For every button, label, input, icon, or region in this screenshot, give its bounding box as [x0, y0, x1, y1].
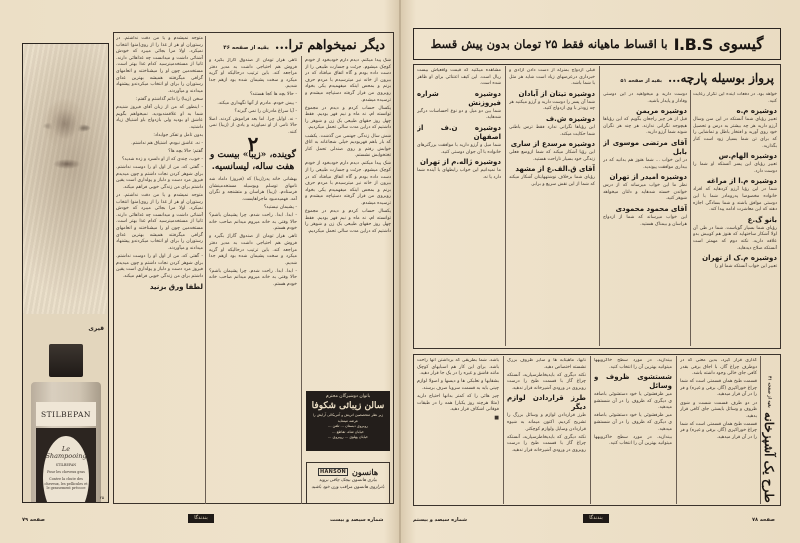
paragraph: میز ظرفشوئی یا خود دستشوئی باضافه ی دیگری که ظروف را در آن شستشو میدهید.	[594, 413, 672, 432]
kitchen-col-1	[680, 358, 757, 504]
hanson-brand-row	[307, 467, 389, 477]
paragraph: بدون تامل و تفکر جوابداد:	[153, 132, 203, 138]
paragraph: شک پیدا میکنم. دیدم دارم خودبخود از خودم کوچک میشوم. جرئت و جسارت طبیعی را از دست داده بودم و گاه اتفاق میافتاد که در بیرون از خانه نیز میترسیدم با مردم حرف بزنم و بمحض اینکه میفهمیدم یکی بخواد روبروی من قرار گرفته دستپاچه میشدم و ترسیده میشدم.	[305, 161, 391, 206]
continued-from: بقیه از صفحه ۵۱	[620, 78, 662, 84]
article-title-block	[223, 38, 385, 53]
hanson-brand-farsi: هانسون	[352, 467, 379, 477]
continued-from: بقیه از صفحه ۴۶	[223, 45, 269, 51]
shampoo-bottle-image	[31, 344, 101, 503]
banner-text-right: گیسوی	[718, 35, 764, 53]
salon-line5: خیابان پهلوی ... روبروی ...	[327, 435, 369, 439]
left-issue-label: شماره سیصد و بیست	[330, 517, 384, 523]
paragraph: تعبیر این خواب آنستکه شما او را	[714, 264, 777, 270]
column-rule	[503, 356, 504, 504]
paragraph: گذاری قرار گیرد، بدین معنی که در دوطرف چراغ گاز، با اجاق برقی بقدر کافی جای خالی وجود داشته باشد.	[680, 358, 757, 377]
paragraph: شما میل و آرزو دارید با موافقت بزرگترهای خانواده با آن جوان دوستی کنید.	[417, 142, 501, 155]
paragraph: - ابدا. ابدا. راحت شدم. چرا پشیمان باشم؟ حالا وقتی به خانه میروم میدانم صاحب خانه خودم هستم.	[209, 213, 297, 232]
kitchen-col-3	[507, 358, 586, 504]
kitchen-title: طرح یک آشپزخانه	[762, 412, 776, 503]
continue-label: لطفا ورق بزنید	[149, 283, 203, 292]
paragraph: قسمت طبخ همان قسمتی است که شما چراغ خوراکپزی (گاز، برقی و غیره) و فر را در آن قرار میدهید.	[680, 421, 757, 441]
bottle-oval-label	[43, 436, 89, 503]
ad-code: ۲۵	[99, 495, 104, 500]
paragraph: این خواب میرساند که شما از ازدواج هراسان و بیمناک هستید.	[603, 214, 687, 227]
paragraph: یکسال حساب کردم و دیدم در مجموع توانسته ام، نه ماه و نیم قهر بودیم. فقط چهل روز حقهای طبیعی یک زن و شوهر را داشتیم که دراین مدت سالی تحمل میکردیم.	[305, 209, 391, 234]
dream-subhead: دوشیزه ژاله.م از تهران	[420, 158, 501, 167]
ibs-logo: I.B.S	[673, 34, 713, 54]
dream-subhead: آقای مرتضی موسوی از بابل	[603, 138, 687, 156]
paragraph: متوجه نمیشدم و یا من دقت نداشتم. در رستوران او هر از غذا را از روی(منو) انتخاب نمیکرد. اولا مرا بجائی میبرد که خودش آشنائی داشت و میدانست چه غذاهائی دارند. ثانیا از مستخدمینرسید کدام غذا بهتر است. مستخدمین چون او را میشناختند و انعامهای گزافی میگرفتند همیشه بهترین غذای رستوران را برای او انتخاب میکردندو پیشنهاد میدادند و میآوردند.	[116, 193, 203, 251]
paragraph: در دو طرف قسمت شست و شوی ظروف و وسائل بایستی جای کافی قرار بدهید.	[680, 400, 757, 419]
paragraph: خواهد بود. در دفعات آینده این تکرار رعایت کنید.	[693, 92, 777, 104]
dream-subhead: دوشیزه تیتان از آبادان	[518, 89, 595, 98]
right-issue-label: شماره سیصد و بیستم	[413, 517, 468, 523]
dream-col-4	[417, 68, 501, 346]
paragraph: رؤیای شما برخلاف نوشتههایتان آشکار میکند که شما از این نقش سریع و برابر.	[509, 175, 595, 187]
article-left-col-2	[209, 58, 297, 504]
dream-subhead: آقای ق.الف.ع از مشهد	[515, 165, 595, 174]
column-rule	[505, 66, 506, 346]
paragraph: میز ظرفشوئی یا خود دستشوئی باضافه ی دیگری که ظروف را در آن شستشو میدهید.	[594, 392, 672, 411]
hanson-brand-latin: HANSON	[319, 469, 347, 475]
paragraph: در این خواب ... شما هنوز هم بدانید که در بیداری موافقت پیوندید.	[603, 157, 687, 170]
dream-subhead: دوشیزه م.ه	[736, 107, 777, 116]
dream-subhead: دوشیزه م.ا از مراغه	[706, 177, 777, 186]
paragraph: چیز هائی را که کمتر بدانها احتیاج دارید (مثلا هرچند روز یکبار) همه را در طبقات فوقانی اشکاف قرار دهید.	[417, 393, 499, 413]
product-label: STILBEPAN	[36, 402, 96, 426]
article-title: پرواز بوسیله پارچه...	[667, 71, 774, 85]
column-rule	[205, 36, 206, 504]
paragraph: - پیش خودم. مادرم از آنها نگهداری میکند.	[217, 100, 297, 106]
hanson-line2: باترازوی هانسون مراقب وزن خود باشید	[311, 485, 385, 490]
paragraph: تاهی هزار تومان از صندوق گاراژ بگیرد و فروش هم احتیاجی داشت به مدیر دفتر مراجعه کند. باین ترتیب درحالیکه او گریه میکرد و سخت پشیمان شده بود ازهم جدا شدیم.	[209, 234, 297, 266]
paragraph: قبلی ازدواج بمنزله از دست دادن آزادی و خبرداری درعرضهای زیاد است شاید هر مثل با شما باشد.	[509, 68, 595, 87]
paragraph: نکته دیگری که بایدیخاطرسپارید، آنستکه چراغ گاز با قسمت طبخ را درست روبروی در ورودی آشپزخانه قرار ندهید.	[507, 434, 586, 453]
paragraph: - ابدا. ابدا. راحت شدم. چرا پشیمان باشم؟ حالا وقتی به خانه میروم میدانم صاحب خانه خودم هستم.	[209, 268, 297, 288]
kitchen-subhead: شستشوی ظروف و وسائل	[594, 373, 672, 391]
paragraph: این رؤیاها نگرانی ندارد فقط ترس باطنی شما حکایت میکند.	[509, 124, 595, 137]
paragraph: طرز قراردادن لوازم و وسائل بزرگ را تشریح کردیم. اکنون میماند به شیوه قراردادن وسایل ولوازم کوچکتر.	[507, 413, 586, 432]
salon-title: سالن زیبائی شکوفا	[311, 401, 385, 411]
dream-subhead: دوشیزه مریمن	[636, 107, 687, 116]
oval-line2: Contre la chute des cheveux, les pellicules et le grassement précoce	[44, 477, 88, 490]
dream-subhead: دوشیزه مرسدع از ساری	[510, 140, 595, 149]
dream-subhead: دوشیزه امیدر از تهران	[609, 173, 687, 182]
dream-subhead: بانو گ.ع	[747, 215, 777, 224]
paragraph: بیندازید. در مورد سطح خاکروبهها میتوانید بهترین آن را انتخاب کنید.	[594, 358, 672, 370]
kitchen-col-4	[417, 358, 499, 504]
dream-subhead: دوشیزه ن.ف از اصفهان	[417, 123, 501, 141]
dream-subhead: دوشیزه ش.ف	[545, 114, 595, 123]
banner-text-left: با اقساط ماهیانه فقط ۲۵ تومان بدون پیش قسط	[430, 37, 668, 51]
paragraph: - آیا سراغ مادرتان را نمی گیرند؟	[234, 108, 297, 114]
paragraph: - نه. عاشق نبودم. اشتیاق هم نداشتم.	[131, 140, 203, 146]
paragraph: - گفتی که، من از اول او را دوست نداشتم. برای شوهر کردن نجات داشتم و چون میدیدم فیروز مرد دست و دلباز و پولداری است یقین داشتم برای من زندگی خوبی فراهم میکند.	[116, 253, 203, 279]
paragraph: شما بین دو میل و دو نوع احساسات درگیر شدهاید.	[417, 108, 501, 121]
paragraph: گفتم: حالا بچه ها؟	[168, 149, 203, 154]
salon-line2: زیر نظر متخصصین اتریش و آمریکائی آرایش را عرضه مینماید	[312, 413, 384, 423]
paragraph: - اینطور که من از زبان آقای فیروز شنیدم شما به او علاقمندبودید. نمیخواهم بگویم عاشق او بودید ولی بازدواج باو اشتیاق زیاد داشتید.	[116, 104, 203, 130]
oval-script-text: Le Shampooing	[45, 445, 87, 460]
dream-subhead: آقای محمود محمودی	[615, 204, 687, 213]
kitchen-col-2	[594, 358, 672, 504]
section-heading: گوینده، «زیبا» بیست و هفت ساله، لیسانسیه.	[210, 150, 296, 173]
article-title: دیگر نمیخواهم ترا...	[274, 38, 385, 53]
paragraph: رؤیای شما بسیار گویاست. شما در طی آن اولا آشکار ساختهاید که هنوز هم کوبیش بدو علاقه دارید. نکته دوم که مهمتر است آنستکه صلاح دیدهاید.	[693, 225, 777, 251]
dream-subhead: دوشیزه شراره فیروزنش	[417, 89, 501, 107]
paragraph: قبل از هر چیز راجعان بگویم که این رؤیاها هیچوجه نگرانی ندارند. هر چند هر نگران شوند شما آرزو دارید.	[603, 117, 687, 136]
paragraph: شما آن پسر را دوست دارید و آرزو میکنید هر چه زودتر با وی ازدواج کنید.	[509, 99, 595, 112]
paragraph: بیندازید. در مورد سطح خاکروبهها میتوانید بهترین آن را انتخاب کنید.	[594, 434, 672, 447]
paragraph: بهشانی خانه پدر(زیبا) که (فیروز) داماد شد نامهای توسلم وبوسیله مستخدمینشان فرستادم. (زیبا) هراسان و متشنجه و نگران آمد. فهمیدمبود ماجراهایست.	[209, 177, 297, 202]
paragraph: سخن (زیبا) را دائم گذاشتم و گفتم:	[136, 96, 203, 102]
left-footer-logo: ﺑﻨﺪﻧﺪﮔﺎ	[188, 514, 214, 523]
salon-line4: خیابان شاه، تقاطع ...	[332, 429, 364, 434]
paragraph: متوجه نمیشدم و یا من دقت نداشتم. در رستوران او هر از غذا را از روی(منو) انتخاب نمیکرد. اولا مرا بجائی میبرد که خودش آشنائی داشت و میدانست چه غذاهائی دارند. ثانیا از مستخدمینرسید کدام غذا بهتر است. مستخدمین چون او را میشناختند و انعامهای گزافی میگرفتند همیشه بهترین غذای رستوران را برای او انتخاب میکردندو پیشنهاد میدادند و میآوردند.	[116, 36, 203, 94]
paragraph: قسمت طبخ همان قسمتی است که شما چراغ خوراکپزی (گاز، برقی و غیره) و فر را در آن قرار میدهید.	[680, 379, 757, 398]
paragraph: - نه. اوایل چرا. اما بعد فراموش کردند. اصلا حالا نامی از او نمیاورند و یادی از (زیبا) نمی کنند.	[209, 116, 297, 135]
bottle-dark-label	[36, 428, 96, 503]
end-mark: ■	[494, 415, 499, 422]
paragraph: ما نمیدانیم این خواب رابطهای با آینده شما دارد یا نه.	[417, 168, 501, 180]
paragraph: تعبیر رؤیای این پسر آنستکه او شما را دوست دارد.	[693, 162, 777, 174]
article-title-block	[620, 71, 774, 85]
column-rule	[590, 356, 591, 504]
ad-signature: قیری	[88, 325, 104, 332]
shampoo-ad	[22, 43, 109, 503]
hanson-line1: بیاری هانسون بیجک چاقی بروید	[319, 478, 377, 483]
column-rule	[760, 356, 761, 504]
paragraph: مشاهده میکنید که قیمت واقعیاش بیست ریال است. این کیف اعتنائی برای او ظاهر شده است.	[417, 68, 501, 87]
column-rule	[690, 90, 691, 346]
paragraph: نظر ما این خواب میرساند که از درس خواندن خسته شدهاید و دلتان میخواهد شوهر کنید.	[603, 183, 687, 202]
paragraph: شما در این رؤیا آرزو کردهاید که افراد خانواده مخصوصا پدرومادر شما با این دوستی موافق باشند و شما بسادگی اجازه دهند که این معاشرت ادامه پیدا کند.	[693, 187, 777, 213]
paragraph: دوست دارید و میخواهید در این دوستی وفادار و پایدار باشید.	[603, 92, 687, 104]
salon-shokoufa-ad	[306, 391, 390, 451]
paragraph: این رؤیا آشکار میکند که شما ازوضع فعلی زندگی خود بسیار ناراحت هستید.	[509, 150, 595, 162]
paragraph: تعبیر رؤیای شما آنستکه در این سن وسال آرزو دارید هر چه بیشتر به درس و تحصیل خود روی آورید و افتخار باطل و تماشایی را که برای تن شما بسیار زود است کنار بگذارید.	[693, 117, 777, 149]
section-number: ۲	[247, 131, 259, 156]
salon-line3: روبروی دبستان ... تلفن ...	[328, 424, 368, 428]
paragraph: شش سال زندگی جهنمی من گذشت. یکشب که بار باهم قهربودیم خیلی شجاعانه به اتاق خوابش رفتم و روی صندلی تحمل کنار تختخوابش نشستم.	[305, 133, 391, 159]
ibs-hair-banner-ad	[413, 28, 781, 60]
bottle-cap	[49, 344, 83, 377]
dream-col-2	[603, 92, 687, 346]
oval-sub-text: STILBEPAN	[55, 463, 77, 467]
paragraph: نابها، ماهیتابه ها و سایر ظروف بزرگ نشسته اختصاص دهید.	[507, 358, 586, 370]
dream-subhead: دوشیزه م.ک از تهران	[702, 254, 777, 263]
left-page-number: صفحه ۷۹	[22, 517, 45, 523]
paragraph: - خوب، چندی که از او دلسرد و زده شدید؟	[121, 157, 203, 163]
article-left-col-3	[305, 58, 391, 386]
salon-greeting: بانوان دوشیزگان محترم	[325, 394, 371, 399]
dream-col-1	[693, 92, 777, 346]
right-page-number: صفحه ۷۸	[752, 517, 775, 523]
column-rule	[599, 66, 600, 346]
hair-texture	[23, 44, 107, 314]
kitchen-continued-from: بقیه از صفحه ۴۱	[766, 376, 772, 409]
paragraph: - پشیمان نیستید؟	[263, 205, 297, 210]
oval-line1: Pour les cheveux gras	[47, 470, 85, 475]
bottle-body	[31, 382, 101, 503]
column-rule	[676, 356, 677, 504]
paragraph: نکته دیگری که بایدیخاطرسپارید، آنستکه چراغ گاز با قسمت طبخ را درست روبروی در ورودی آشپزخانه قرار ندهید.	[507, 372, 586, 391]
paragraph: باشد. شما بطریقی که برداشتن آنها راحت باشد. برای این کار هم اسبابهای کوچک مانند قاشق و غیره را در یک جا قرار دهید.	[417, 358, 499, 377]
kitchen-vertical-title	[760, 359, 778, 503]
paragraph: - گفتی که، من از اول او را دوست نداشتم. برای شوهر کردن نجات داشتم و چون میدیدم فیروز مرد دست و دلباز و پولداری است یقین داشتم برای من زندگی خوبی فراهم میکند.	[116, 165, 203, 190]
paragraph: شک پیدا میکنم. دیدم دارم خودبخود از خودم کوچک میشوم. جرئت و جسارت طبیعی را از دست داده بودم و گاه اتفاق میافتاد که در بیرون از خانه نیز میترسیدم با مردم حرف بزنم و بمحض اینکه میفهمیدم یکی بخواد روبروی من قرار گرفته دستپاچه میشدم و ترسیده میشدم.	[305, 58, 391, 103]
paragraph: یکسال حساب کردم و دیدم در مجموع توانسته ام، نه ماه و نیم قهر بودیم. فقط چهل روز حقهای طبیعی یک زن و شوهر را داشتیم که دراین مدت سالی تحمل میکردیم.	[305, 105, 391, 131]
column-rule	[301, 56, 302, 504]
dream-col-3	[509, 68, 595, 346]
right-footer-logo: ﺑﻨﺪﻧﺪﮔﺎ	[583, 514, 609, 523]
dream-subhead: دوشیزه الهام.س	[718, 152, 777, 161]
paragraph: - حالا بچه ها کجا هستند؟	[249, 92, 297, 98]
paragraph: تاهی هزار تومان از صندوق گاراژ بگیرد و فروش هم احتیاجی داشت به مدیر دفتر مراجعه کند. باین ترتیب درحالیکه او گریه میکرد و سخت پشیمان شده بود ازهم جدا شدیم.	[209, 58, 297, 90]
kitchen-subhead: طرز قراردادن لوازم دیگر	[507, 394, 586, 412]
paragraph: بشقابها و نعلبکی ها و دیسها و اصولا لوازم چینی باید به قسمت سروبا صرف برسند.	[417, 379, 499, 391]
hanson-scale-ad	[306, 462, 390, 504]
